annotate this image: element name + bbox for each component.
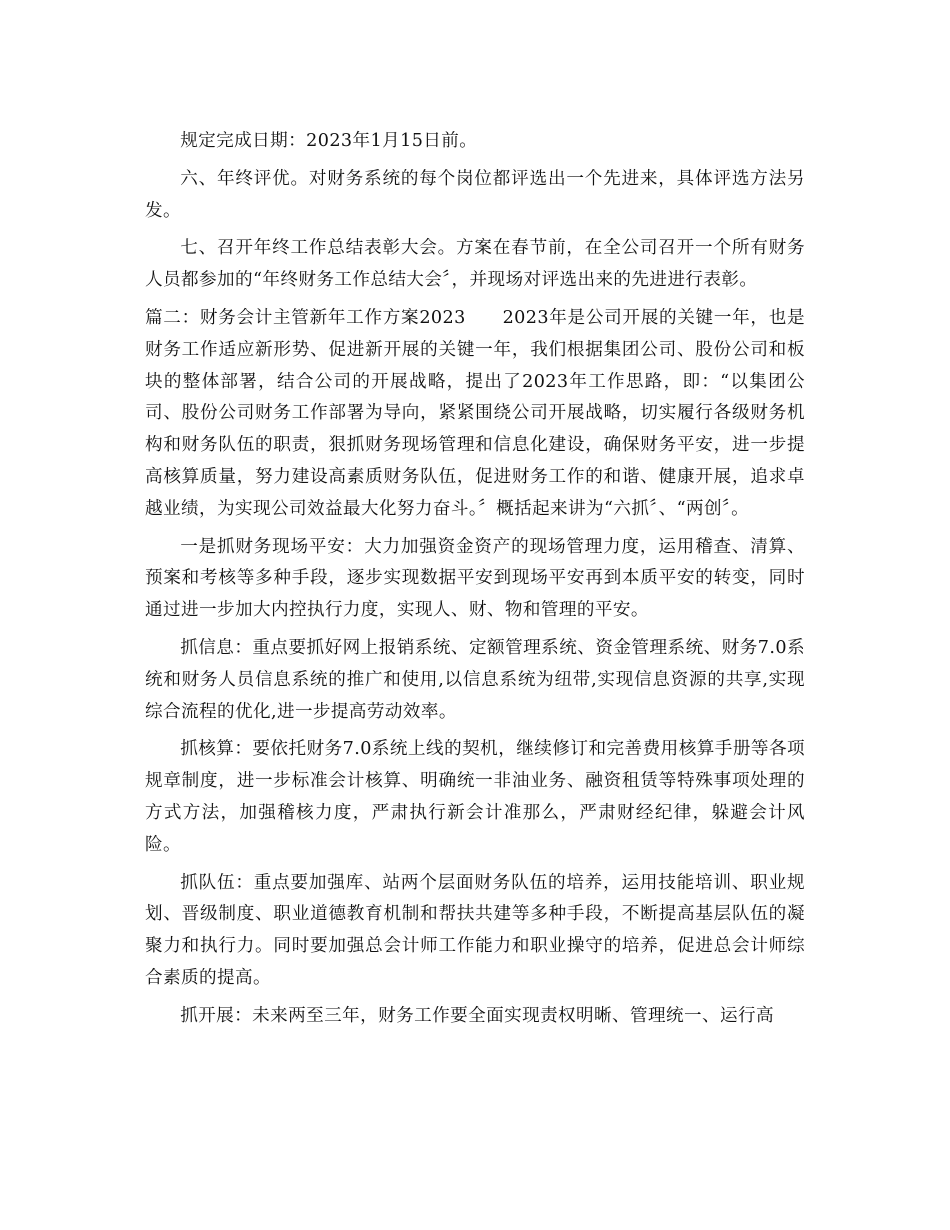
paragraph-deadline: 规定完成日期：2023年1月15日前。 <box>180 131 478 151</box>
document-body <box>145 126 805 1039</box>
paragraph-development: 抓开展：未来两至三年，财务工作要全面实现责权明晰、管理统一、运行高 <box>180 1005 774 1026</box>
paragraph-accounting: 抓核算：要依托财务7.0系统上线的契机，继续修订和完善费用核算手册等各项规章制度，进一步标准会计核算、明确统一非油业务、融资租赁等特殊事项处理的方式方法，加强稽核力度，严肃执行新会计准那么，严肃财经纪律，躲避会计风险。 <box>145 739 805 855</box>
paragraph-commendation-meeting: 七、召开年终工作总结表彰大会。方案在春节前，在全公司召开一个所有财务人员都参加的“年终财务工作总结大会〞，并现场对评选出来的先进进行表彰。 <box>145 238 805 291</box>
paragraph-part-two-intro: 篇二：财务会计主管新年工作方案2023 2023年是公司开展的关键一年，也是财务工作适应新形势、促进新开展的关键一年，我们根据集团公司、股份公司和板块的整体部署，结合公司的开展战略，提出了2023年工作思路，即：“以集团公司、股份公司财务工作部署为导向，紧紧围绕公司开展战略，切实履行各级财务机构和财务队伍的职责，狠抓财务现场管理和信息化建设，确保财务平安，进一步提高核算质量，努力建设高素质财务队伍，促进财务工作的和谐、健康开展，追求卓越业绩，为实现公司效益最大化努力奋斗。〞概括起来讲为“六抓〞、“两创〞。 <box>145 307 805 519</box>
paragraph-information: 抓信息：重点要抓好网上报销系统、定额管理系统、资金管理系统、财务7.0系统和财务人员信息系统的推广和使用,以信息系统为纽带,实现信息资源的共享,实现综合流程的优化,进一步提高劳动效率。 <box>145 637 805 722</box>
paragraph-year-end-evaluation: 六、年终评优。对财务系统的每个岗位都评选出一个先进来，具体评选方法另发。 <box>145 168 805 221</box>
paragraph-site-safety: 一是抓财务现场平安：大力加强资金资产的现场管理力度，运用稽查、清算、预案和考核等多种手段，逐步实现数据平安到现场平安再到本质平安的转变，同时通过进一步加大内控执行力度，实现人、财、物和管理的平安。 <box>145 536 805 621</box>
paragraph-team: 抓队伍：重点要加强库、站两个层面财务队伍的培养，运用技能培训、职业规划、晋级制度、职业道德教育机制和帮扶共建等多种手段，不断提高基层队伍的凝聚力和执行力。同时要加强总会计师工作能力和职业操守的培养，促进总会计师综合素质的提高。 <box>145 872 805 988</box>
